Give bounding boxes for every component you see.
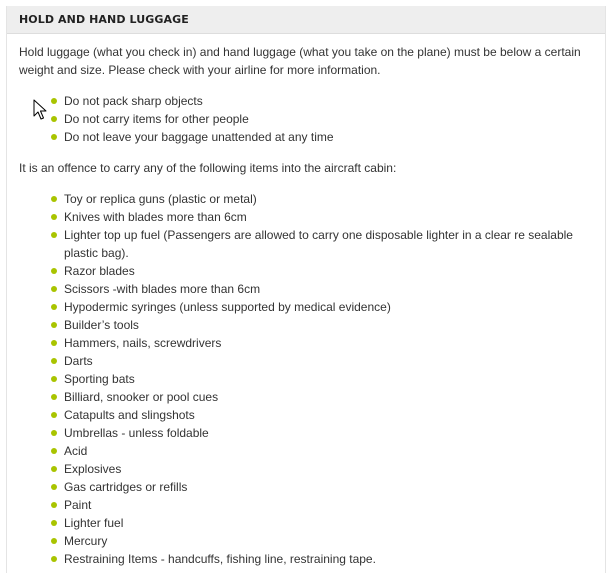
bullet-dot-icon [51, 484, 57, 490]
bullet-dot-icon [51, 556, 57, 562]
prohibited-item-text: Paint [64, 498, 92, 512]
prohibited-item [51, 406, 593, 424]
prohibited-item [51, 442, 593, 460]
prohibited-item [51, 352, 593, 370]
prohibited-item [51, 226, 593, 262]
bullet-dot-icon [51, 340, 57, 346]
intro-paragraph: Hold luggage (what you check in) and hand luggage (what you take on the plane) must be below a certain weight and size. Please check with your airline for more information. [19, 45, 581, 77]
prohibited-item-text: Lighter fuel [64, 516, 124, 530]
prohibited-item-text: Mercury [64, 534, 108, 548]
tip-text: Do not leave your baggage unattended at any time [64, 130, 334, 144]
prohibited-item-text: Toy or replica guns (plastic or metal) [64, 192, 257, 206]
bullet-dot-icon [51, 358, 57, 364]
bullet-dot-icon [51, 448, 57, 454]
luggage-panel [6, 6, 606, 573]
prohibited-item-text: Umbrellas - unless foldable [64, 426, 209, 440]
section-content [7, 43, 605, 568]
prohibited-item-text: Sporting bats [64, 372, 135, 386]
prohibited-item [51, 550, 593, 568]
bullet-dot-icon [51, 116, 57, 122]
bullet-dot-icon [51, 196, 57, 202]
bullet-dot-icon [51, 430, 57, 436]
prohibited-item [51, 514, 593, 532]
prohibited-item [51, 190, 593, 208]
prohibited-item-text: Restraining Items - handcuffs, fishing line, restraining tape. [64, 552, 376, 566]
bullet-dot-icon [51, 268, 57, 274]
offence-paragraph: It is an offence to carry any of the following items into the aircraft cabin: [19, 161, 397, 175]
bullet-dot-icon [51, 502, 57, 508]
prohibited-item [51, 316, 593, 334]
bullet-dot-icon [51, 214, 57, 220]
prohibited-item-text: Billiard, snooker or pool cues [64, 390, 219, 404]
bullet-dot-icon [51, 98, 57, 104]
prohibited-item [51, 460, 593, 478]
bullet-dot-icon [51, 134, 57, 140]
prohibited-item-text: Acid [64, 444, 88, 458]
bullet-dot-icon [51, 322, 57, 328]
prohibited-item [51, 262, 593, 280]
prohibited-item [51, 280, 593, 298]
prohibited-item-text: Razor blades [64, 264, 135, 278]
prohibited-item-text: Lighter top up fuel (Passengers are allowed to carry one disposable lighter in a clear re sealable plastic bag). [64, 228, 573, 260]
bullet-dot-icon [51, 232, 57, 238]
prohibited-item-text: Hammers, nails, screwdrivers [64, 336, 222, 350]
prohibited-item [51, 298, 593, 316]
prohibited-item-text: Explosives [64, 462, 122, 476]
prohibited-item [51, 208, 593, 226]
tip-item [51, 128, 593, 146]
bullet-dot-icon [51, 466, 57, 472]
bullet-dot-icon [51, 304, 57, 310]
prohibited-items-list [19, 190, 593, 568]
prohibited-item [51, 532, 593, 550]
prohibited-item-text: Builder’s tools [64, 318, 139, 332]
prohibited-item [51, 478, 593, 496]
bullet-dot-icon [51, 286, 57, 292]
bullet-dot-icon [51, 376, 57, 382]
mouse-pointer-icon [33, 99, 47, 121]
tip-item [51, 110, 593, 128]
tip-item [51, 92, 593, 110]
prohibited-item [51, 334, 593, 352]
tips-list [19, 92, 593, 146]
prohibited-item-text: Knives with blades more than 6cm [64, 210, 247, 224]
section-title: HOLD AND HAND LUGGAGE [7, 6, 605, 34]
prohibited-item [51, 424, 593, 442]
prohibited-item [51, 496, 593, 514]
bullet-dot-icon [51, 394, 57, 400]
prohibited-item-text: Hypodermic syringes (unless supported by medical evidence) [64, 300, 391, 314]
prohibited-item [51, 370, 593, 388]
bullet-dot-icon [51, 412, 57, 418]
tip-text: Do not carry items for other people [64, 112, 249, 126]
bullet-dot-icon [51, 520, 57, 526]
tip-text: Do not pack sharp objects [64, 94, 203, 108]
prohibited-item-text: Gas cartridges or refills [64, 480, 188, 494]
prohibited-item-text: Catapults and slingshots [64, 408, 195, 422]
prohibited-item-text: Darts [64, 354, 93, 368]
bullet-dot-icon [51, 538, 57, 544]
prohibited-item-text: Scissors -with blades more than 6cm [64, 282, 261, 296]
prohibited-item [51, 388, 593, 406]
